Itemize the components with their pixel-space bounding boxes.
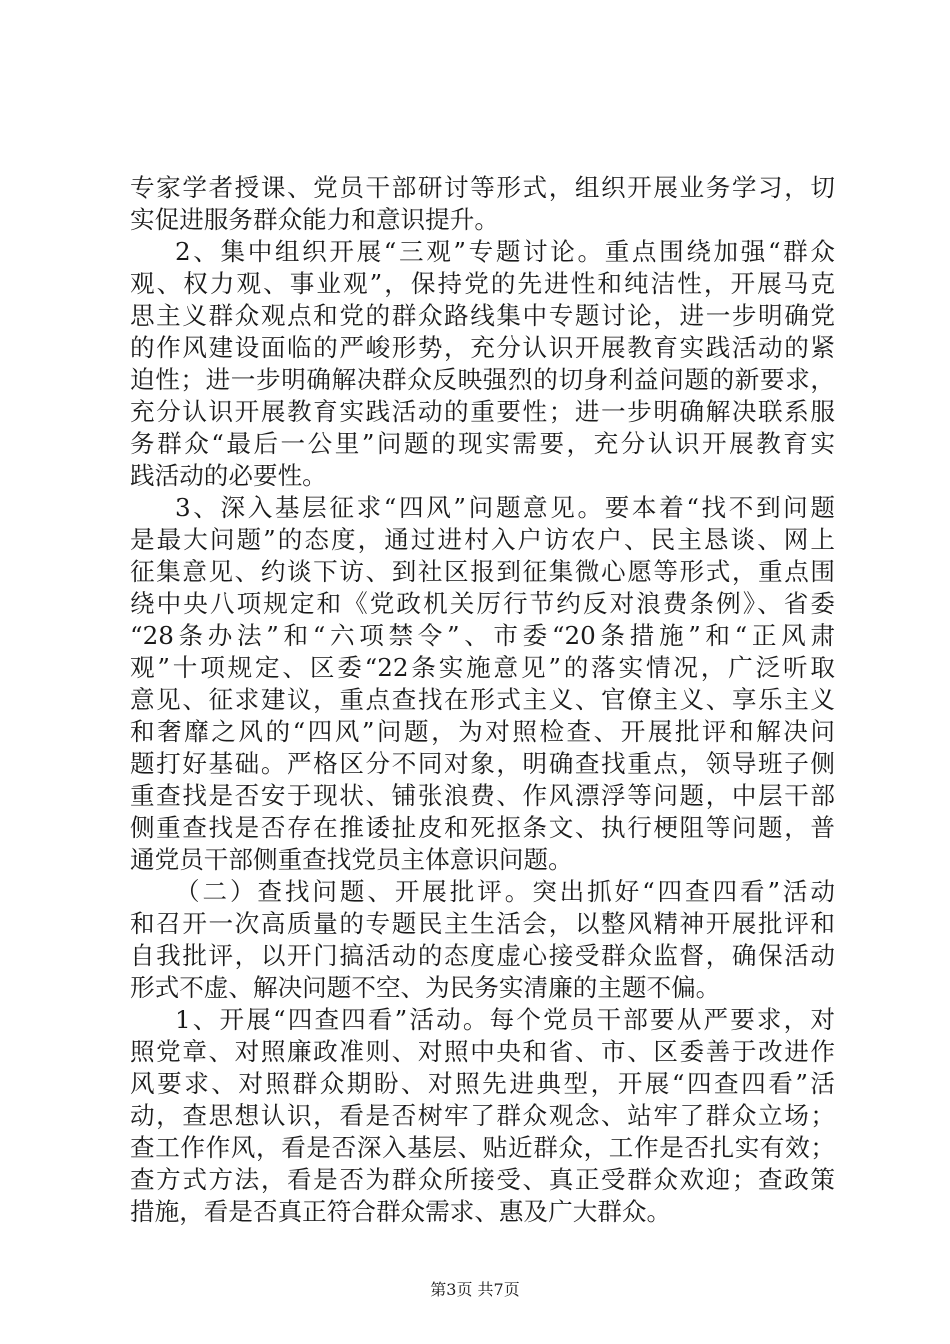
page-footer: 第3页 共7页 [430, 1280, 520, 1299]
text-line: 和奢靡之风的“四风”问题，为对照检查、开展批评和解决问 [130, 717, 835, 746]
text-line: 2、集中组织开展“三观”专题讨论。重点围绕加强“群众 [175, 237, 835, 266]
text-line: 重查找是否安于现状、铺张浪费、作风漂浮等问题，中层干部 [130, 781, 835, 810]
text-line: 照党章、对照廉政准则、对照中央和省、市、区委善于改进作 [130, 1037, 835, 1066]
text-line: 风要求、对照群众期盼、对照先进典型，开展“四查四看”活 [130, 1069, 835, 1098]
text-line: 1、开展“四查四看”活动。每个党员干部要从严要求，对 [175, 1005, 835, 1034]
text-line: 形式不虚、解决问题不空、为民务实清廉的主题不偏。 [130, 973, 721, 1002]
text-line: 侧重查找是否存在推诿扯皮和死抠条文、执行梗阻等问题，普 [130, 813, 835, 842]
text-line: 查方式方法，看是否为群众所接受、真正受群众欢迎；查政策 [130, 1165, 835, 1194]
text-line: 题打好基础。严格区分不同对象，明确查找重点，领导班子侧 [130, 749, 835, 778]
text-line: 迫性；进一步明确解决群众反映强烈的切身利益问题的新要求， [130, 365, 835, 394]
text-line: “28条办法”和“六项禁令”、市委“20条措施”和“正风肃 [130, 621, 835, 650]
text-line: 观、权力观、事业观”，保持党的先进性和纯洁性，开展马克 [130, 269, 835, 298]
text-line: 充分认识开展教育实践活动的重要性；进一步明确解决联系服 [130, 397, 835, 426]
document-body [130, 172, 835, 1228]
text-line: 专家学者授课、党员干部研讨等形式，组织开展业务学习，切 [130, 173, 835, 202]
text-line: 动，查思想认识，看是否树牢了群众观念、站牢了群众立场； [130, 1101, 835, 1130]
text-line: 查工作作风，看是否深入基层、贴近群众，工作是否扎实有效； [130, 1133, 835, 1162]
text-line: 征集意见、约谈下访、到社区报到征集微心愿等形式，重点围 [130, 557, 835, 586]
text-line: 绕中央八项规定和《党政机关厉行节约反对浪费条例》、省委 [130, 589, 835, 618]
text-line: 思主义群众观点和党的群众路线集中专题讨论，进一步明确党 [130, 301, 835, 330]
text-line: 务群众“最后一公里”问题的现实需要，充分认识开展教育实 [130, 429, 835, 458]
text-line: 通党员干部侧重查找党员主体意识问题。 [130, 845, 573, 874]
text-line: 观”十项规定、区委“22条实施意见”的落实情况，广泛听取 [130, 653, 835, 682]
text-line: 是最大问题”的态度，通过进村入户访农户、民主恳谈、网上 [130, 525, 835, 554]
text-line: 和召开一次高质量的专题民主生活会，以整风精神开展批评和 [130, 909, 835, 938]
text-line: 3、深入基层征求“四风”问题意见。要本着“找不到问题 [175, 493, 835, 522]
text-line: 践活动的必要性。 [130, 461, 327, 490]
text-line: 实促进服务群众能力和意识提升。 [130, 205, 499, 234]
text-line: 自我批评，以开门搞活动的态度虚心接受群众监督，确保活动 [130, 941, 835, 970]
text-line: 的作风建设面临的严峻形势，充分认识开展教育实践活动的紧 [130, 333, 835, 362]
text-line: （二）查找问题、开展批评。突出抓好“四查四看”活动 [175, 877, 835, 906]
text-line: 意见、征求建议，重点查找在形式主义、官僚主义、享乐主义 [130, 685, 835, 714]
text-line: 措施，看是否真正符合群众需求、惠及广大群众。 [130, 1197, 672, 1226]
